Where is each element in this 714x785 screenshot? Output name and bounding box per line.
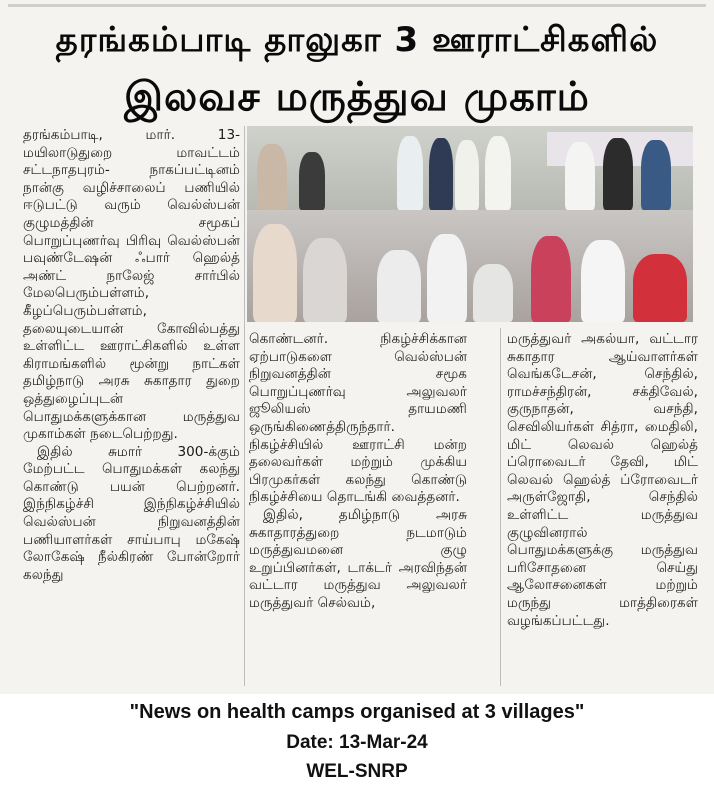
caption-title: "News on health camps organised at 3 villages": [129, 701, 585, 723]
caption-date: Date: 13-Mar-24: [286, 732, 428, 753]
article-paragraph: மருத்துவர் அகல்யா, வட்டார சுகாதார ஆய்வாளர்கள் வெங்கடேசன், செந்தில், ராமச்சந்திரன், சக்திவேல், குருநாதன், வசந்தி, செவிலியர்கள் சித்ரா, மைதிலி, மிட் லெவல் ஹெல்த் ப்ரொவைடர் தேவி, மிட் லெவல் ஹெல்த் ப்ரோவைடர் அருள்ஜோதி, செந்தில் உள்ளிட்ட மருத்துவ குழுவினரால் பொதுமக்களுக்கு மருத்துவ பரிசோதனை செய்து ஆலோசனைகள் மற்றும் மருந்து மாத்திரைகள் வழங்கப்பட்டது.: [507, 331, 698, 629]
article-column-1: [23, 127, 240, 584]
column-divider: [244, 126, 245, 686]
top-rule: [8, 4, 706, 7]
column-divider: [500, 328, 501, 686]
photo-group-standing: [247, 126, 693, 210]
headline-line-1: தரங்கம்பாடி தாலுகா 3 ஊராட்சிகளில்: [55, 20, 659, 60]
article-paragraph: இதில் சுமார் 300-க்கும் மேற்பட்ட பொதுமக்கள் கலந்து கொண்டு பயன் பெற்றனர். இந்நிகழ்ச்சி இந்நிகழ்ச்சியில் வெல்ஸ்பன் நிறுவனத்தின் பணியாளர்கள் சாய்பாபு மகேஷ் லோகேஷ் நீல்கிரண் போன்றோர் கலந்து: [23, 443, 240, 583]
article-column-2: [249, 331, 467, 613]
caption-code: WEL-SNRP: [306, 761, 408, 782]
article-paragraph: கொண்டனர். நிகழ்ச்சிக்கான ஏற்பாடுகளை வெல்ஸ்பன் நிறுவனத்தின் சமூக பொறுப்புணர்வு அலுவலர் ஜூலியஸ் தாயமணி ஒருங்கிணைத்திருந்தார். நிகழ்ச்சியில் ஊராட்சி மன்ற தலைவர்கள் மற்றும் முக்கிய பிரமுகர்கள் கலந்து கொண்டு நிகழ்ச்சியை தொடங்கி வைத்தனர்.: [249, 331, 467, 506]
article-paragraph: இதில், தமிழ்நாடு அரசு சுகாதாரத்துறை நடமாடும் மருத்துவமனை குழு உறுப்பினர்கள், டாக்டர் அரவிந்தன் வட்டார மருத்துவ அலுவலர் மருத்துவர் செல்வம்,: [249, 506, 467, 611]
headline-line-2: இலவச மருத்துவ முகாம்: [124, 74, 590, 120]
article-column-3: [507, 331, 698, 630]
health-camp-photo: [247, 126, 693, 322]
article-paragraph: தரங்கம்பாடி, மார். 13- மயிலாடுதுறை மாவட்டம் சட்டநாதபுரம்- நாகப்பட்டினம் நான்கு வழிச்சாலைப் பணியில் ஈடுபட்டு வரும் வெல்ஸ்பன் குழுமத்தின் சமூகப் பொறுப்புணர்வு பிரிவு வெல்ஸ்பன் பவுண்டேஷன் ஃபார் ஹெல்த் அண்ட் நாலேஜ் சார்பில் மேலபெரும்பள்ளம், கீழப்பெரும்பள்ளம், தலையுடையான் கோவில்பத்து உள்ளிட்ட ஊராட்சிகளில் உள்ள கிராமங்களில் மூன்று நாட்கள் தமிழ்நாடு அரசு சுகாதார துறை ஒத்துழைப்புடன் பொதுமக்களுக்கான மருத்துவ முகாம்கள் நடைபெற்றது.: [23, 127, 240, 443]
photo-medical-checkup: [247, 210, 693, 322]
